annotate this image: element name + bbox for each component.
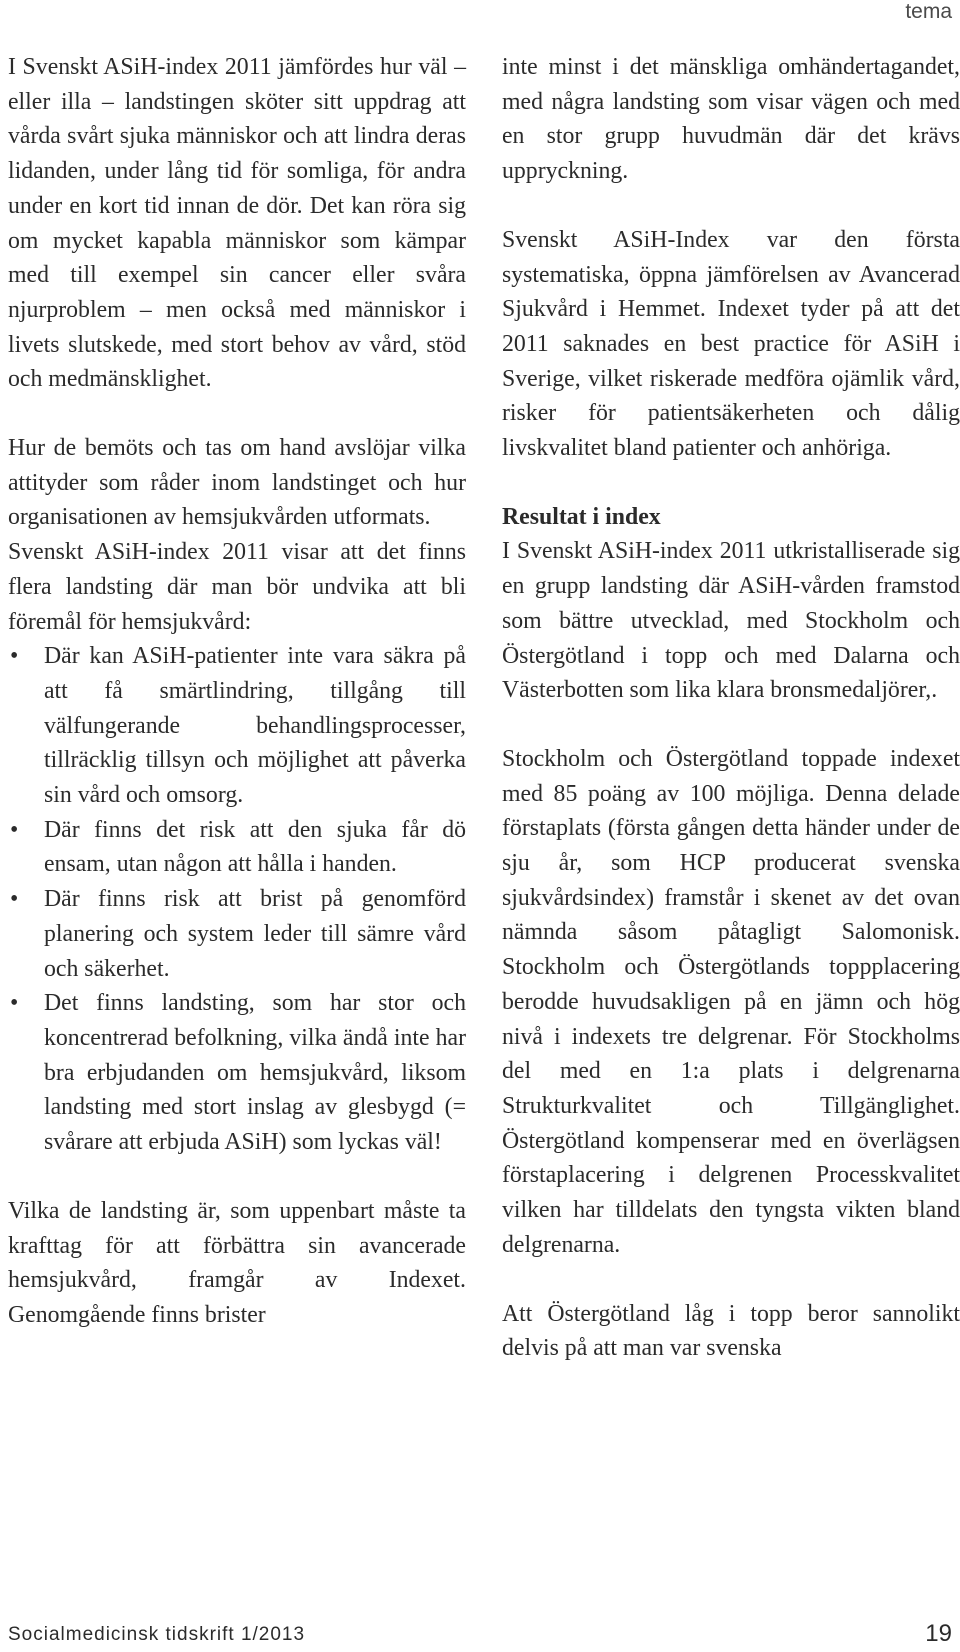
left-paragraph-1: I Svenskt ASiH-index 2011 jämfördes hur väl – eller illa – landstingen sköter sitt uppdrag att vårda svårt sjuka människor och att lindra deras lidanden, under lång tid för somliga, för andra under en kort tid innan de dör. Det kan röra sig om mycket kapabla människor som kämpar med till exempel sin cancer eller svåra njurproblem – men också med människor i livets slutskede, med stort behov av vård, stöd och medmänsklighet. <box>8 54 466 393</box>
bullet-icon: • <box>10 886 19 913</box>
left-paragraph-4: Vilka de landsting är, som uppenbart måste ta krafttag för att förbättra sin avancerade hemsjukvård, framgår av Indexet. Genomgående finns brister <box>8 1197 466 1328</box>
right-paragraph-5: Att Östergötland låg i topp beror sannolikt delvis på att man var svenska <box>502 1300 960 1362</box>
bullet-item <box>8 882 466 986</box>
bullet-item <box>8 639 466 813</box>
section-heading: Resultat i index <box>502 503 661 530</box>
section-tag: tema <box>905 0 952 23</box>
right-paragraph-3: I Svenskt ASiH-index 2011 utkristalliserade sig en grupp landsting där ASiH-vården framstod som bättre utvecklad, med Stockholm och Östergötland i topp och med Dalarna och Västerbotten som lika klara bronsmedaljörer,. <box>502 538 960 704</box>
page-number: 19 <box>925 1620 952 1647</box>
left-paragraph-3: Svenskt ASiH-index 2011 visar att det finns flera landsting där man bör undvika att bli föremål för hemsjukvård: <box>8 539 466 635</box>
bullet-icon: • <box>10 990 19 1017</box>
bullet-icon: • <box>10 643 19 670</box>
bullet-text: Där finns det risk att den sjuka får dö ensam, utan någon att hålla i handen. <box>44 816 466 878</box>
right-column <box>502 50 960 1366</box>
right-paragraph-1: inte minst i det mänskliga omhändertagandet, med några landsting som visar vägen och med en stor grupp huvudmän där det krävs uppryckning. <box>502 54 960 185</box>
right-paragraph-4: Stockholm och Östergötland toppade indexet med 85 poäng av 100 möjliga. Denna delade förstaplats (första gången detta händer under de sju år, som HCP producerat svenska sjukvårdsindex) framstår i skenet av det ovan nämnda såsom påtagligt Salomonisk. Stockholm och Östergötlands toppplacering berodde huvudsakligen på en jämn och hög nivå i indexets tre delgrenar. För Stockholms del med en 1:a plats i delgrenarna Strukturkvalitet och Tillgänglighet. Östergötland kompenserar med en överlägsen förstaplacering i delgrenen Processkvalitet vilken har tilldelats den tyngsta vikten bland delgrenarna. <box>502 745 960 1258</box>
bullet-icon: • <box>10 816 19 843</box>
bullet-list <box>8 639 466 1160</box>
bullet-item <box>8 986 466 1160</box>
left-paragraph-2: Hur de bemöts och tas om hand avslöjar vilka attityder som råder inom landstinget och hur organisationen av hemsjukvården utformats. <box>8 435 466 531</box>
right-paragraph-2: Svenskt ASiH-Index var den första systematiska, öppna jämförelsen av Avancerad Sjukvård i Hemmet. Indexet tyder på att det 2011 saknades en best practice för ASiH i Sverige, vilket riskerade medföra ojämlik vård, risker för patientsäkerheten och dålig livskvalitet bland patienter och anhöriga. <box>502 226 960 462</box>
left-column <box>8 50 466 1333</box>
bullet-item <box>8 813 466 882</box>
bullet-text: Där finns risk att brist på genomförd planering och system leder till sämre vård och säkerhet. <box>44 886 466 982</box>
journal-footer: Socialmedicinsk tidskrift 1/2013 <box>8 1624 306 1645</box>
bullet-text: Där kan ASiH-patienter inte vara säkra på att få smärtlindring, tillgång till välfungerande behandlingsprocesser, tillräcklig tillsyn och möjlighet att påverka sin vård och omsorg. <box>44 643 466 809</box>
bullet-text: Det finns landsting, som har stor och koncentrerad befolkning, vilka ändå inte har bra erbjudanden om hemsjukvård, liksom landsting med stort inslag av glesbygd (= svårare att erbjuda ASiH) som lyckas väl! <box>44 990 466 1156</box>
